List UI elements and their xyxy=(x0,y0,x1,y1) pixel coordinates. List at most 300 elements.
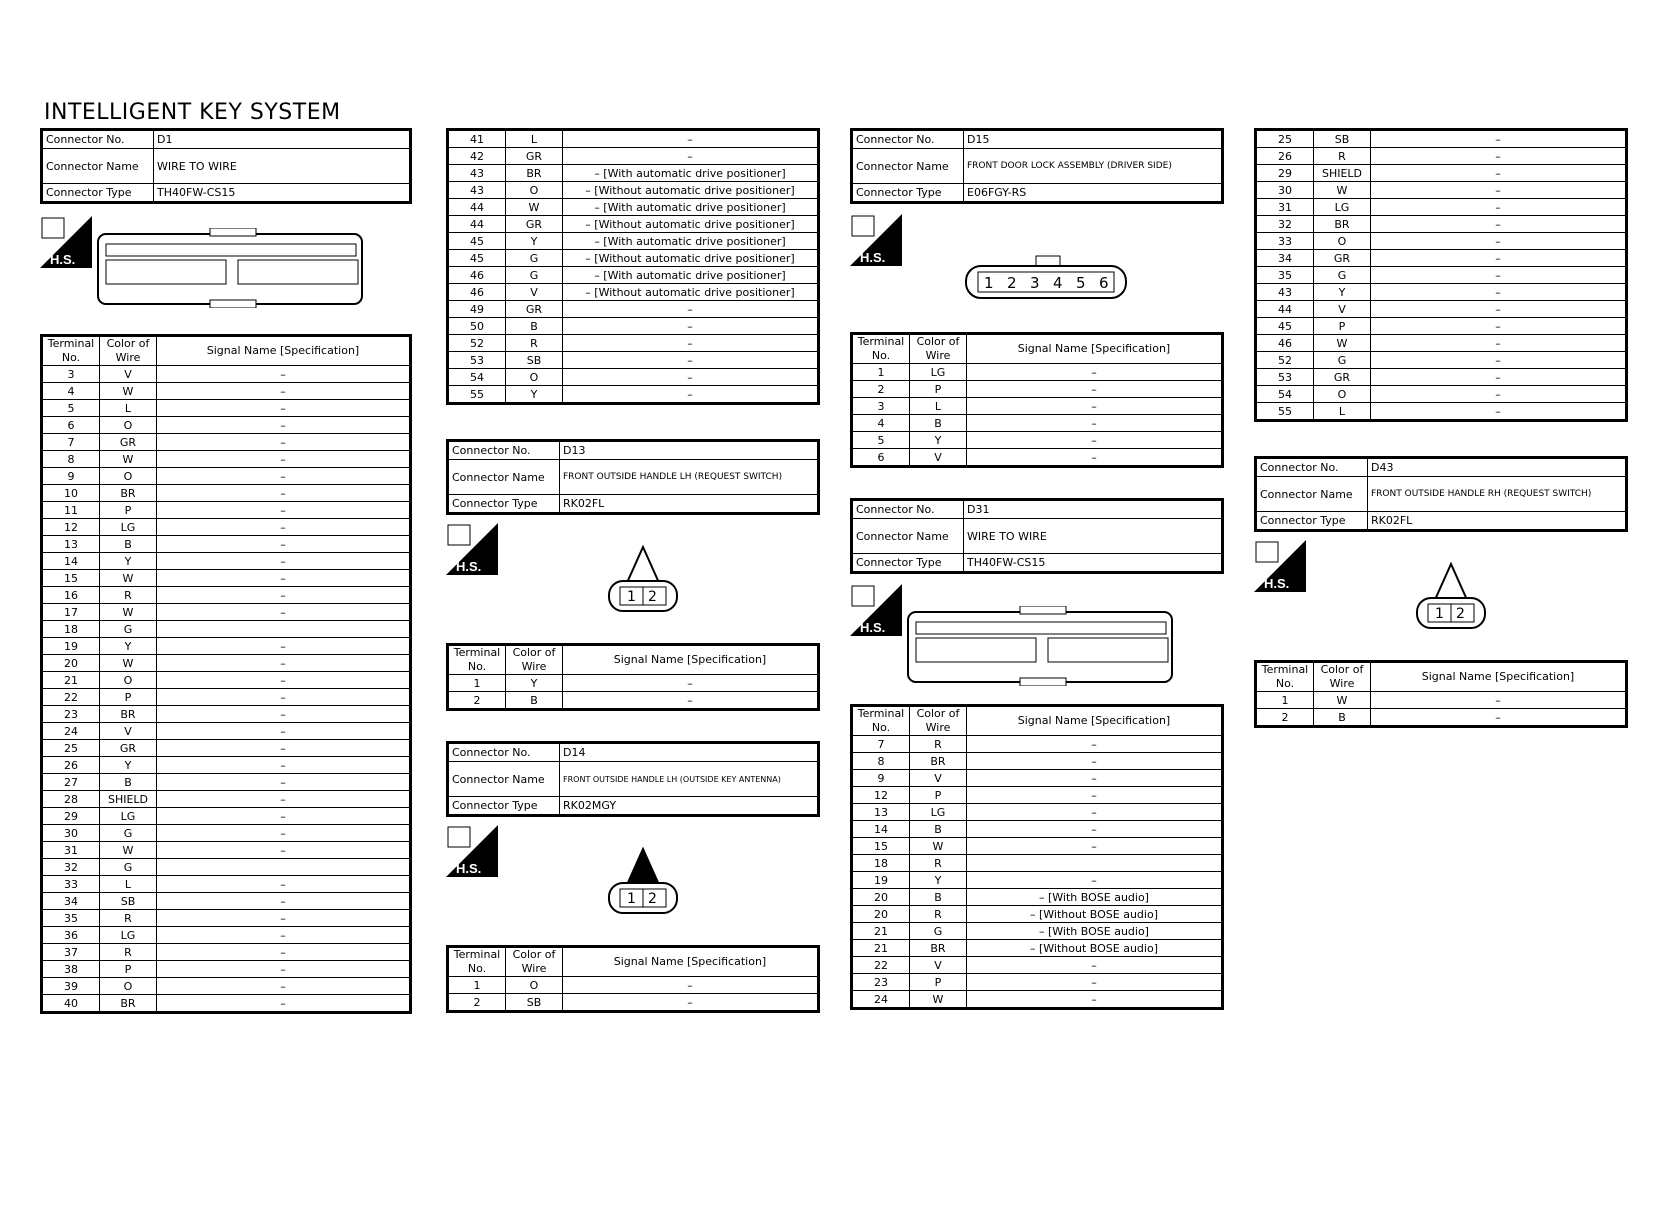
table-row xyxy=(42,383,411,400)
color-cell: B xyxy=(910,821,967,838)
terminal-cell: 5 xyxy=(852,432,910,449)
d43-no: D43 xyxy=(1368,458,1627,477)
signal-cell: – xyxy=(157,434,411,451)
terminal-cell: 25 xyxy=(42,740,100,757)
header-signal: Signal Name [Specification] xyxy=(563,947,819,977)
terminal-cell: 41 xyxy=(448,130,506,148)
signal-cell: – xyxy=(157,774,411,791)
table-row xyxy=(852,432,1223,449)
terminal-cell: 30 xyxy=(1256,182,1314,199)
color-cell: SB xyxy=(100,893,157,910)
d15-name: FRONT DOOR LOCK ASSEMBLY (DRIVER SIDE) xyxy=(964,149,1223,184)
color-cell: W xyxy=(100,451,157,468)
table-row xyxy=(42,638,411,655)
d13-name: FRONT OUTSIDE HANDLE LH (REQUEST SWITCH) xyxy=(560,460,819,495)
table-row xyxy=(448,182,819,199)
table-row xyxy=(852,787,1223,804)
terminal-cell: 2 xyxy=(448,994,506,1012)
table-row xyxy=(42,502,411,519)
table-row xyxy=(42,672,411,689)
pin-2: 2 xyxy=(1456,606,1465,622)
terminal-cell: 33 xyxy=(1256,233,1314,250)
signal-cell: – xyxy=(1371,182,1627,199)
header-signal: Signal Name [Specification] xyxy=(157,336,411,366)
terminal-cell: 36 xyxy=(42,927,100,944)
terminal-cell: 16 xyxy=(42,587,100,604)
d15-terminal-table xyxy=(850,332,1224,468)
table-row xyxy=(1256,199,1627,216)
terminal-cell: 22 xyxy=(42,689,100,706)
hs-text: H.S. xyxy=(1264,576,1290,591)
terminal-cell: 38 xyxy=(42,961,100,978)
hs-text: H.S. xyxy=(456,559,482,574)
color-cell: O xyxy=(100,672,157,689)
color-cell: O xyxy=(506,182,563,199)
color-cell: G xyxy=(100,859,157,876)
connector-diagram-d1 xyxy=(96,228,366,308)
header-terminal: Terminal No. xyxy=(42,336,100,366)
color-cell: B xyxy=(100,536,157,553)
terminal-cell: 13 xyxy=(852,804,910,821)
signal-cell: – xyxy=(157,825,411,842)
hs-text: H.S. xyxy=(860,250,886,265)
table-row xyxy=(852,415,1223,432)
terminal-cell: 25 xyxy=(1256,130,1314,148)
terminal-cell: 8 xyxy=(42,451,100,468)
header-signal: Signal Name [Specification] xyxy=(967,706,1223,736)
terminal-cell: 37 xyxy=(42,944,100,961)
table-row xyxy=(852,991,1223,1009)
signal-cell: – xyxy=(1371,284,1627,301)
signal-cell: – xyxy=(157,927,411,944)
table-row xyxy=(42,791,411,808)
color-cell: B xyxy=(910,415,967,432)
table-row xyxy=(42,774,411,791)
header-terminal: Terminal No. xyxy=(1256,662,1314,692)
terminal-cell: 21 xyxy=(852,940,910,957)
table-row xyxy=(1256,148,1627,165)
signal-cell: – xyxy=(157,842,411,859)
pin-4: 4 xyxy=(1053,274,1063,292)
signal-cell: – xyxy=(563,994,819,1012)
pin-1: 1 xyxy=(984,274,994,292)
signal-cell: – xyxy=(967,787,1223,804)
terminal-cell: 4 xyxy=(852,415,910,432)
table-row xyxy=(1256,165,1627,182)
connector-d1 xyxy=(40,128,412,1014)
table-row xyxy=(448,692,819,710)
column-4 xyxy=(1254,128,1628,728)
color-cell: LG xyxy=(1314,199,1371,216)
d1-no: D1 xyxy=(154,130,411,149)
signal-cell: – [With automatic drive positioner] xyxy=(563,165,819,182)
terminal-cell: 55 xyxy=(448,386,506,404)
terminal-cell: 20 xyxy=(852,889,910,906)
terminal-cell: 42 xyxy=(448,148,506,165)
table-row xyxy=(852,889,1223,906)
color-cell: B xyxy=(506,692,563,710)
table-row xyxy=(42,570,411,587)
terminal-cell: 7 xyxy=(42,434,100,451)
color-cell: W xyxy=(910,991,967,1009)
signal-cell: – xyxy=(967,838,1223,855)
label: Connector No. xyxy=(852,130,964,149)
color-cell: R xyxy=(910,906,967,923)
signal-cell: – xyxy=(563,335,819,352)
signal-cell: – xyxy=(1371,335,1627,352)
pin-3: 3 xyxy=(1030,274,1040,292)
table-row xyxy=(42,689,411,706)
table-row xyxy=(448,130,819,148)
color-cell: B xyxy=(910,889,967,906)
header-color: Color of Wire xyxy=(910,706,967,736)
color-cell: P xyxy=(910,381,967,398)
table-row xyxy=(852,804,1223,821)
signal-cell: – xyxy=(1371,267,1627,284)
signal-cell: – xyxy=(563,692,819,710)
terminal-cell: 35 xyxy=(1256,267,1314,284)
color-cell: LG xyxy=(910,804,967,821)
table-row xyxy=(42,723,411,740)
color-cell: L xyxy=(506,130,563,148)
color-cell: V xyxy=(910,449,967,467)
signal-cell: – xyxy=(157,570,411,587)
terminal-cell: 29 xyxy=(42,808,100,825)
d14-terminal-table xyxy=(446,945,820,1013)
table-row xyxy=(852,736,1223,753)
header-color: Color of Wire xyxy=(910,334,967,364)
signal-cell: – [With BOSE audio] xyxy=(967,889,1223,906)
terminal-cell: 18 xyxy=(852,855,910,872)
color-cell: W xyxy=(100,842,157,859)
terminal-cell: 15 xyxy=(42,570,100,587)
table-row xyxy=(1256,267,1627,284)
pin-1: 1 xyxy=(627,891,636,907)
color-cell: LG xyxy=(100,927,157,944)
table-row xyxy=(852,449,1223,467)
terminal-cell: 11 xyxy=(42,502,100,519)
signal-cell: – xyxy=(563,318,819,335)
table-row xyxy=(448,267,819,284)
pin-2: 2 xyxy=(648,589,657,605)
color-cell: Y xyxy=(506,233,563,250)
table-row xyxy=(852,957,1223,974)
signal-cell: – xyxy=(967,804,1223,821)
color-cell: GR xyxy=(100,740,157,757)
signal-cell xyxy=(157,859,411,876)
signal-cell: – xyxy=(157,485,411,502)
signal-cell: – xyxy=(157,740,411,757)
table-row xyxy=(42,434,411,451)
color-cell: SB xyxy=(506,994,563,1012)
signal-cell: – [Without automatic drive positioner] xyxy=(563,216,819,233)
table-row xyxy=(42,468,411,485)
d31-info-table xyxy=(850,498,1224,574)
terminal-cell: 14 xyxy=(42,553,100,570)
table-row xyxy=(42,706,411,723)
color-cell: V xyxy=(100,366,157,383)
signal-cell: – xyxy=(157,366,411,383)
color-cell: Y xyxy=(910,872,967,889)
label: Connector No. xyxy=(852,500,964,519)
terminal-cell: 49 xyxy=(448,301,506,318)
terminal-cell: 3 xyxy=(42,366,100,383)
color-cell: LG xyxy=(100,808,157,825)
color-cell: SHIELD xyxy=(100,791,157,808)
signal-cell: – xyxy=(563,675,819,692)
d13-terminal-table xyxy=(446,643,820,711)
signal-cell: – xyxy=(157,995,411,1013)
color-cell: O xyxy=(1314,233,1371,250)
signal-cell: – xyxy=(157,689,411,706)
pin-6: 6 xyxy=(1099,274,1109,292)
signal-cell: – [With automatic drive positioner] xyxy=(563,199,819,216)
color-cell: O xyxy=(100,468,157,485)
signal-cell: – xyxy=(157,706,411,723)
d1-terminal-table-cont xyxy=(446,128,820,405)
table-row xyxy=(42,587,411,604)
signal-cell: – xyxy=(157,638,411,655)
signal-cell: – xyxy=(157,961,411,978)
terminal-cell: 18 xyxy=(42,621,100,638)
terminal-cell: 15 xyxy=(852,838,910,855)
signal-cell: – xyxy=(967,991,1223,1009)
pin-1: 1 xyxy=(1435,606,1444,622)
terminal-cell: 19 xyxy=(852,872,910,889)
signal-cell: – [Without automatic drive positioner] xyxy=(563,284,819,301)
table-row xyxy=(448,250,819,267)
harness-side-icon xyxy=(40,216,92,268)
column-3 xyxy=(850,128,1224,1010)
signal-cell: – [With automatic drive positioner] xyxy=(563,267,819,284)
color-cell: B xyxy=(100,774,157,791)
terminal-cell: 29 xyxy=(1256,165,1314,182)
signal-cell: – xyxy=(157,655,411,672)
table-row xyxy=(42,808,411,825)
terminal-cell: 23 xyxy=(42,706,100,723)
signal-cell: – xyxy=(157,451,411,468)
color-cell: SHIELD xyxy=(1314,165,1371,182)
signal-cell: – xyxy=(1371,403,1627,421)
signal-cell: – xyxy=(563,130,819,148)
signal-cell: – xyxy=(157,587,411,604)
table-row xyxy=(42,757,411,774)
signal-cell: – [With BOSE audio] xyxy=(967,923,1223,940)
connector-diagram-d14 xyxy=(606,847,680,917)
table-row xyxy=(852,855,1223,872)
signal-cell: – xyxy=(1371,709,1627,727)
signal-cell: – xyxy=(967,821,1223,838)
table-row xyxy=(1256,709,1627,727)
color-cell: GR xyxy=(1314,250,1371,267)
signal-cell: – xyxy=(157,468,411,485)
pin-2: 2 xyxy=(648,891,657,907)
signal-cell: – xyxy=(157,944,411,961)
table-row xyxy=(448,352,819,369)
terminal-cell: 43 xyxy=(448,182,506,199)
terminal-cell: 2 xyxy=(448,692,506,710)
color-cell: P xyxy=(100,961,157,978)
harness-side-icon xyxy=(850,584,902,636)
terminal-cell: 53 xyxy=(1256,369,1314,386)
connector-diagram-d15 xyxy=(964,254,1128,304)
label: Connector Type xyxy=(448,797,560,816)
terminal-cell: 1 xyxy=(448,675,506,692)
table-row xyxy=(448,994,819,1012)
color-cell: BR xyxy=(100,995,157,1013)
color-cell: GR xyxy=(100,434,157,451)
signal-cell: – xyxy=(563,301,819,318)
harness-side-icon xyxy=(446,523,498,575)
table-row xyxy=(448,148,819,165)
color-cell: O xyxy=(100,978,157,995)
color-cell: P xyxy=(100,689,157,706)
terminal-cell: 31 xyxy=(42,842,100,859)
signal-cell: – xyxy=(563,148,819,165)
color-cell: BR xyxy=(100,485,157,502)
table-row xyxy=(42,978,411,995)
table-row xyxy=(448,199,819,216)
signal-cell: – xyxy=(967,398,1223,415)
terminal-cell: 1 xyxy=(1256,692,1314,709)
table-row xyxy=(42,859,411,876)
color-cell: P xyxy=(910,787,967,804)
signal-cell: – xyxy=(1371,233,1627,250)
color-cell: GR xyxy=(506,301,563,318)
header-color: Color of Wire xyxy=(506,947,563,977)
color-cell: G xyxy=(506,267,563,284)
signal-cell: – xyxy=(157,893,411,910)
signal-cell: – xyxy=(967,432,1223,449)
terminal-cell: 55 xyxy=(1256,403,1314,421)
color-cell: R xyxy=(506,335,563,352)
color-cell: G xyxy=(1314,267,1371,284)
d15-info-table xyxy=(850,128,1224,204)
signal-cell: – xyxy=(967,736,1223,753)
color-cell: P xyxy=(100,502,157,519)
table-row xyxy=(852,364,1223,381)
signal-cell: – xyxy=(157,553,411,570)
label: Connector No. xyxy=(448,441,560,460)
signal-cell: – xyxy=(967,753,1223,770)
connector-diagram-d31 xyxy=(906,606,1176,686)
signal-cell: – xyxy=(157,791,411,808)
header-color: Color of Wire xyxy=(1314,662,1371,692)
table-row xyxy=(448,216,819,233)
label: Connector Name xyxy=(852,519,964,554)
table-row xyxy=(852,923,1223,940)
color-cell: W xyxy=(1314,692,1371,709)
terminal-cell: 45 xyxy=(448,250,506,267)
d15-type: E06FGY-RS xyxy=(964,184,1223,203)
color-cell: R xyxy=(100,910,157,927)
terminal-cell: 43 xyxy=(448,165,506,182)
color-cell: R xyxy=(910,855,967,872)
signal-cell: – xyxy=(1371,130,1627,148)
color-cell: P xyxy=(910,974,967,991)
table-row xyxy=(1256,335,1627,352)
hs-text: H.S. xyxy=(50,252,76,267)
color-cell: Y xyxy=(506,675,563,692)
d31-name: WIRE TO WIRE xyxy=(964,519,1223,554)
label: Connector Name xyxy=(42,149,154,184)
terminal-cell: 20 xyxy=(852,906,910,923)
d43-info-table xyxy=(1254,456,1628,532)
label: Connector Name xyxy=(852,149,964,184)
header-color: Color of Wire xyxy=(100,336,157,366)
terminal-cell: 14 xyxy=(852,821,910,838)
table-row xyxy=(42,927,411,944)
table-row xyxy=(852,838,1223,855)
table-row xyxy=(42,621,411,638)
signal-cell: – xyxy=(157,400,411,417)
color-cell: G xyxy=(1314,352,1371,369)
terminal-cell: 4 xyxy=(42,383,100,400)
signal-cell: – xyxy=(157,876,411,893)
color-cell: L xyxy=(910,398,967,415)
table-row xyxy=(1256,352,1627,369)
table-row xyxy=(852,381,1223,398)
header-terminal: Terminal No. xyxy=(448,645,506,675)
table-row xyxy=(852,974,1223,991)
d13-info-table xyxy=(446,439,820,515)
d14-name: FRONT OUTSIDE HANDLE LH (OUTSIDE KEY ANTENNA) xyxy=(560,762,819,797)
d1-terminal-table xyxy=(40,334,412,1014)
terminal-cell: 46 xyxy=(448,284,506,301)
label: Connector Name xyxy=(1256,477,1368,512)
color-cell: BR xyxy=(100,706,157,723)
table-row xyxy=(42,400,411,417)
table-row xyxy=(448,284,819,301)
d14-type: RK02MGY xyxy=(560,797,819,816)
pin-row xyxy=(106,244,358,284)
signal-cell: – xyxy=(1371,369,1627,386)
terminal-cell: 2 xyxy=(1256,709,1314,727)
d13-type: RK02FL xyxy=(560,495,819,514)
harness-side-icon xyxy=(850,214,902,266)
d1-name: WIRE TO WIRE xyxy=(154,149,411,184)
column-2 xyxy=(446,128,820,1013)
table-row xyxy=(42,519,411,536)
signal-cell: – xyxy=(1371,692,1627,709)
d15-no: D15 xyxy=(964,130,1223,149)
terminal-cell: 9 xyxy=(852,770,910,787)
terminal-cell: 27 xyxy=(42,774,100,791)
terminal-cell: 52 xyxy=(1256,352,1314,369)
label: Connector Type xyxy=(42,184,154,203)
signal-cell xyxy=(157,621,411,638)
table-row xyxy=(448,335,819,352)
color-cell: V xyxy=(100,723,157,740)
terminal-cell: 8 xyxy=(852,753,910,770)
table-row xyxy=(448,977,819,994)
signal-cell: – xyxy=(157,723,411,740)
signal-cell: – xyxy=(1371,352,1627,369)
terminal-cell: 12 xyxy=(42,519,100,536)
table-row xyxy=(42,995,411,1013)
signal-cell: – xyxy=(157,502,411,519)
terminal-cell: 54 xyxy=(448,369,506,386)
table-row xyxy=(852,872,1223,889)
terminal-cell: 53 xyxy=(448,352,506,369)
terminal-cell: 35 xyxy=(42,910,100,927)
color-cell: GR xyxy=(506,216,563,233)
table-row xyxy=(852,821,1223,838)
terminal-cell: 12 xyxy=(852,787,910,804)
signal-cell: – xyxy=(157,604,411,621)
terminal-cell: 26 xyxy=(1256,148,1314,165)
terminal-cell: 50 xyxy=(448,318,506,335)
